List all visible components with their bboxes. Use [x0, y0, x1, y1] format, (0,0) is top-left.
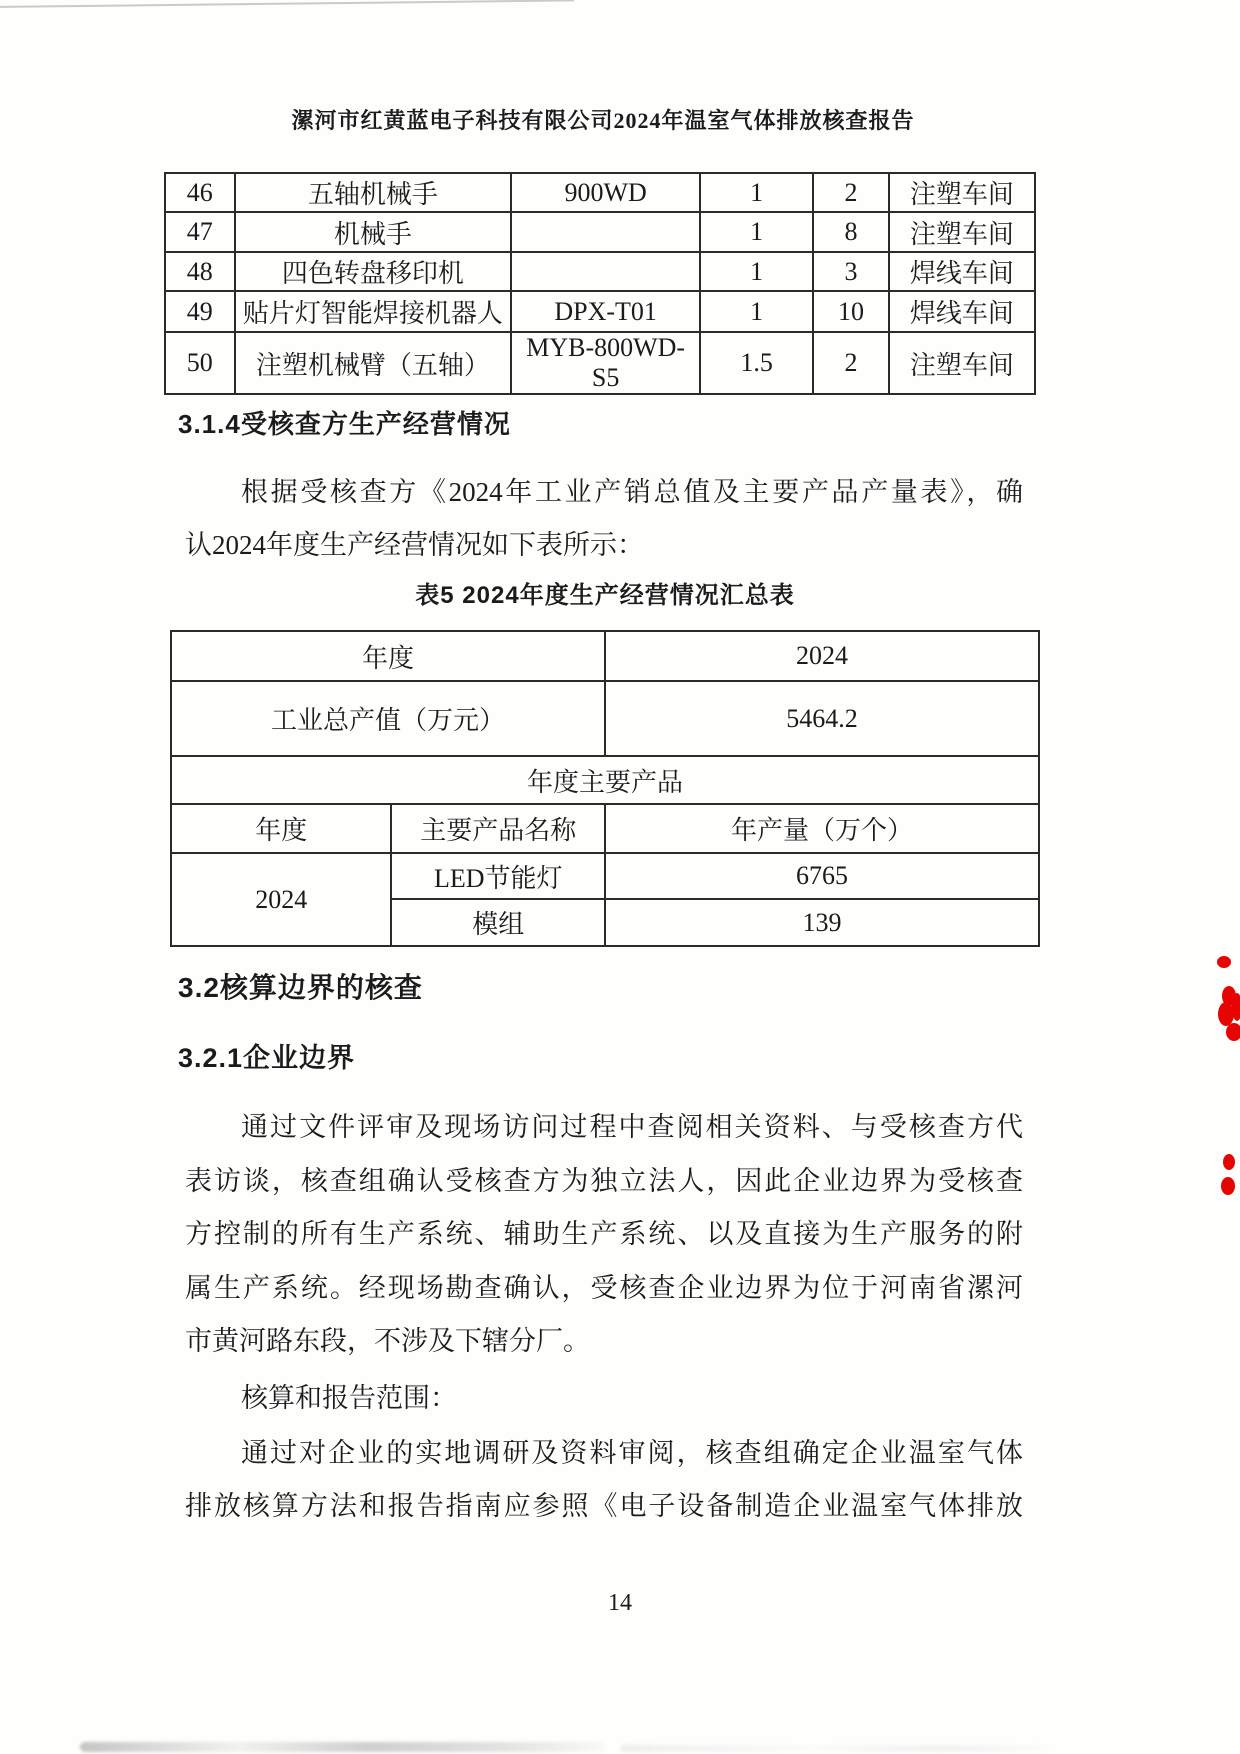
- paragraph-line: 通过文件评审及现场访问过程中查阅相关资料、与受核查方代: [241, 1112, 1023, 1142]
- equip-qty2: 2: [813, 332, 889, 394]
- scan-line-artifact: [0, 0, 574, 8]
- equip-name: 五轴机械手: [235, 173, 512, 212]
- production-summary-table: [170, 630, 1040, 947]
- table-row: [165, 212, 1035, 252]
- equip-qty1: 1: [700, 173, 813, 212]
- equip-workshop: 注塑车间: [889, 173, 1035, 212]
- table-row: [171, 631, 1039, 681]
- table-row: [171, 756, 1039, 804]
- section-heading-3-1-4: 3.1.4受核查方生产经营情况: [178, 409, 511, 439]
- equip-qty2: 2: [813, 173, 889, 212]
- table-row: [165, 252, 1035, 291]
- equip-model: MYB-800WD-S5: [511, 332, 700, 394]
- product-volume: 139: [605, 899, 1039, 946]
- table-row: [165, 291, 1035, 332]
- table-row: [165, 173, 1035, 212]
- table-row: [171, 681, 1039, 756]
- equip-qty2: 10: [813, 291, 889, 332]
- row-no: 47: [165, 212, 235, 252]
- equip-model: [511, 252, 700, 291]
- equip-workshop: 注塑车间: [889, 332, 1035, 394]
- paragraph-line: 通过对企业的实地调研及资料审阅，核查组确定企业温室气体: [241, 1438, 1023, 1468]
- document-title: 漯河市红黄蓝电子科技有限公司2024年温室气体排放核查报告: [291, 108, 915, 133]
- product-year: 2024: [171, 853, 391, 946]
- scope-label-line: [185, 1372, 1023, 1425]
- section-heading-3-2: 3.2核算边界的核查: [178, 972, 423, 1003]
- output-value: 5464.2: [605, 681, 1039, 756]
- year-value: 2024: [605, 631, 1039, 681]
- paragraph-line: 市黄河路东段，不涉及下辖分厂。: [185, 1326, 590, 1356]
- paragraph-line: 方控制的所有生产系统、辅助生产系统、以及直接为生产服务的附: [185, 1219, 1023, 1249]
- equip-name: 贴片灯智能焊接机器人: [235, 291, 512, 332]
- page-number: 14: [608, 1590, 632, 1616]
- col-header-volume: 年产量（万个）: [605, 804, 1039, 853]
- paragraph-production-intro: [185, 466, 1023, 572]
- scan-smudge-bottom-left: [80, 1742, 605, 1752]
- section-heading-3-2-1: 3.2.1企业边界: [178, 1043, 356, 1073]
- equip-qty2: 3: [813, 252, 889, 291]
- table5-caption: 表5 2024年度生产经营情况汇总表: [415, 582, 795, 609]
- col-header-year: 年度: [171, 804, 391, 853]
- paragraph-line: 表访谈，核查组确认受核查方为独立法人，因此企业边界为受核查: [185, 1165, 1023, 1196]
- paragraph-line: 认2024年度生产经营情况如下表所示：: [185, 530, 644, 560]
- paragraph-accounting-scope: [185, 1427, 1023, 1533]
- equip-workshop: 焊线车间: [889, 252, 1035, 291]
- paragraph-line: 排放核算方法和报告指南应参照《电子设备制造企业温室气体排放: [185, 1491, 1023, 1521]
- equip-workshop: 注塑车间: [889, 212, 1035, 252]
- equip-name: 四色转盘移印机: [235, 252, 512, 291]
- equip-qty1: 1.5: [700, 332, 813, 394]
- row-no: 49: [165, 291, 235, 332]
- row-no: 48: [165, 252, 235, 291]
- equip-qty1: 1: [700, 252, 813, 291]
- table-row: [165, 332, 1035, 394]
- row-no: 46: [165, 173, 235, 212]
- equip-qty1: 1: [700, 291, 813, 332]
- table-row: [171, 853, 1039, 899]
- product-name: 模组: [391, 899, 605, 946]
- equip-name: 注塑机械臂（五轴）: [235, 332, 512, 394]
- equipment-table: [164, 172, 1036, 395]
- equip-workshop: 焊线车间: [889, 291, 1035, 332]
- paragraph-line: 属生产系统。经现场勘查确认，受核查企业边界为位于河南省漯河: [185, 1272, 1023, 1303]
- table-row: [171, 804, 1039, 853]
- equip-qty2: 8: [813, 212, 889, 252]
- equip-qty1: 1: [700, 212, 813, 252]
- red-pen-mark-large: [1212, 952, 1240, 1048]
- equip-model: DPX-T01: [511, 291, 700, 332]
- paragraph-line: 根据受核查方《2024年工业产销总值及主要产品产量表》，确: [241, 477, 1023, 507]
- products-header: 年度主要产品: [171, 756, 1039, 804]
- red-pen-mark-small: [1218, 1152, 1240, 1200]
- equip-name: 机械手: [235, 212, 512, 252]
- col-header-product: 主要产品名称: [391, 804, 605, 853]
- year-label: 年度: [171, 631, 605, 681]
- product-volume: 6765: [605, 853, 1039, 899]
- equip-model: [511, 212, 700, 252]
- paragraph-enterprise-boundary: [185, 1101, 1023, 1369]
- row-no: 50: [165, 332, 235, 394]
- product-name: LED节能灯: [391, 853, 605, 899]
- paragraph-line: 核算和报告范围：: [241, 1383, 457, 1413]
- scan-smudge-bottom-right: [620, 1745, 1050, 1752]
- output-label: 工业总产值（万元）: [171, 681, 605, 756]
- equip-model: 900WD: [511, 173, 700, 212]
